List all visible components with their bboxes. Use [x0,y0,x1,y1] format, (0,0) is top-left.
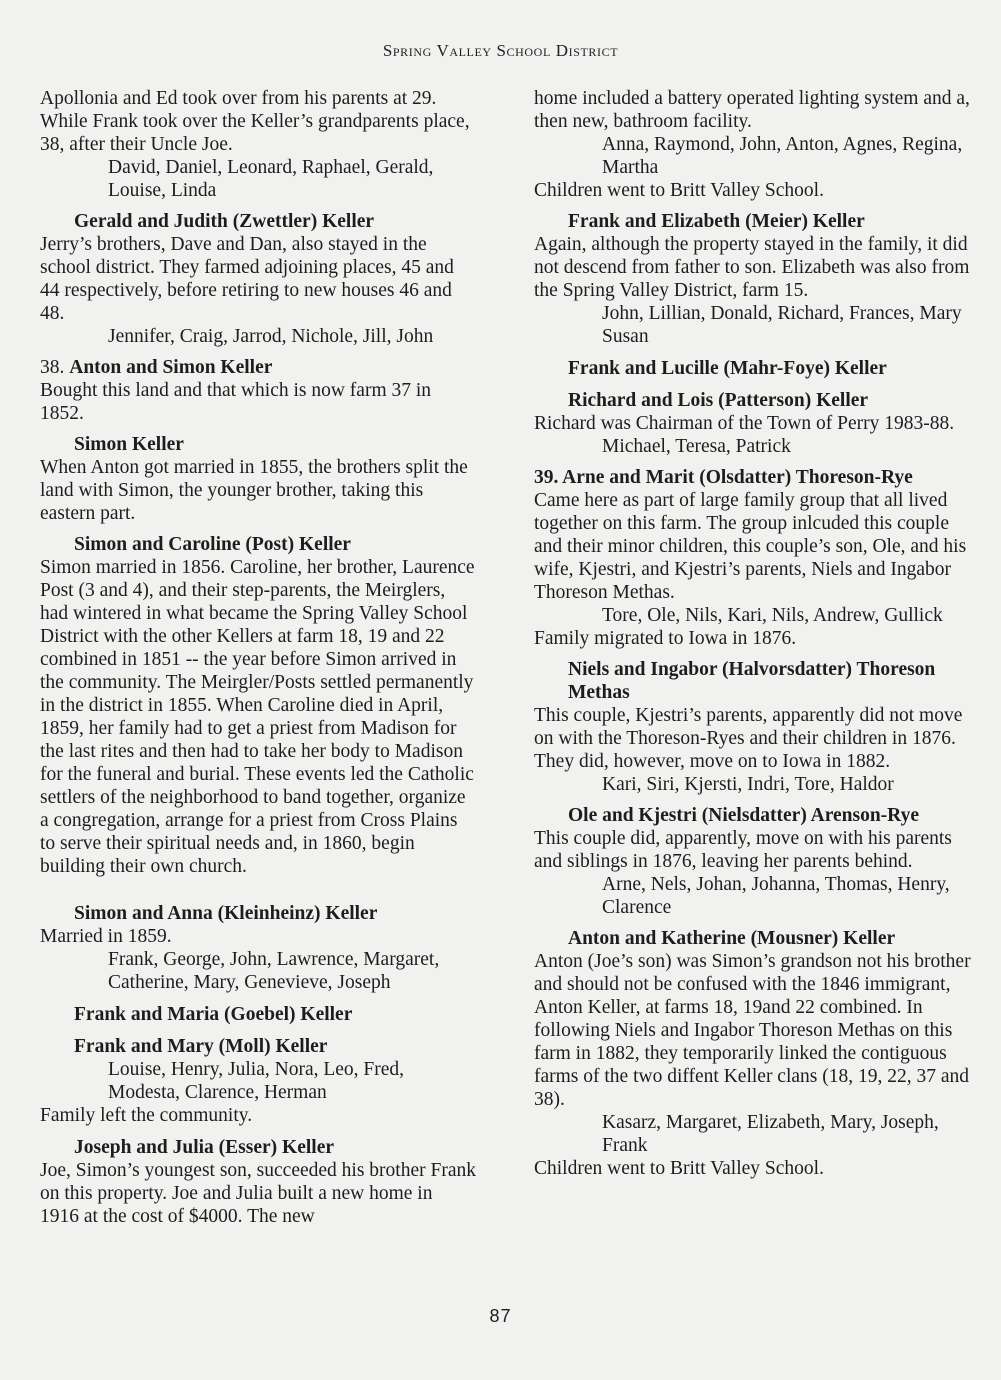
children-names: Arne, Nels, Johan, Johanna, Thomas, Henry, Clarence [602,874,950,918]
family-heading: Simon and Anna (Kleinheinz) Keller [74,903,378,924]
children-names: Anna, Raymond, John, Anton, Agnes, Regina, Martha [602,134,963,178]
body-paragraph: Richard was Chairman of the Town of Perry 1983-88. [534,413,955,434]
farm-heading: 39. Arne and Marit (Olsdatter) Thoreson-Rye [534,467,913,488]
family-heading: Richard and Lois (Patterson) Keller [568,390,869,411]
family-heading: Simon and Caroline (Post) Keller [74,534,351,555]
family-heading: Frank and Maria (Goebel) Keller [74,1004,353,1025]
children-names: Kari, Siri, Kjersti, Indri, Tore, Haldor [602,774,894,795]
body-paragraph: Jerry’s brothers, Dave and Dan, also stayed in the school district. They farmed adjoining places, 45 and 44 respectively, before retiring to new houses 46 and 48. [40,234,454,324]
section-spacer [40,878,476,902]
body-paragraph: Family migrated to Iowa in 1876. [534,628,797,649]
body-paragraph: When Anton got married in 1855, the brothers split the land with Simon, the younger brother, taking this eastern part. [40,457,468,524]
children-names: Michael, Teresa, Patrick [602,436,791,457]
right-column [534,87,974,1180]
body-paragraph: Married in 1859. [40,926,172,947]
family-heading: Joseph and Julia (Esser) Keller [74,1137,335,1158]
running-header: Spring Valley School District [382,41,619,60]
body-paragraph: Came here as part of large family group that all lived together on this farm. The group inlcuded this couple and their minor children, this couple’s son, Ole, and his wife, Kjestri, and Kjestri’s parents, Niels and Ingabor Thoreson Methas. [534,490,967,603]
body-paragraph: Again, although the property stayed in the family, it did not descend from father to son. Elizabeth was also from the Spring Valley District, farm 15. [534,234,970,301]
family-heading: Niels and Ingabor (Halvorsdatter) Thoreson Methas [568,659,936,703]
body-paragraph: Joe, Simon’s youngest son, succeeded his brother Frank on this property. Joe and Julia built a new home in 1916 at the cost of $4000. The new [40,1160,476,1227]
left-column [40,87,476,1228]
body-paragraph: Anton (Joe’s son) was Simon’s grandson not his brother and should not be confused with the 1846 immigrant, Anton Keller, at farms 18, 19and 22 combined. In following Niels and Ingabor Thoreson Methas on this farm in 1882, they temporarily linked the contiguous farms of the two diffent Keller clans (18, 19, 22, 37 and 38). [534,951,971,1110]
family-heading: Anton and Katherine (Mousner) Keller [568,928,896,949]
children-names: Frank, George, John, Lawrence, Margaret, Catherine, Mary, Genevieve, Joseph [108,949,440,993]
family-heading: Frank and Mary (Moll) Keller [74,1036,328,1057]
body-paragraph: Children went to Britt Valley School. [534,180,824,201]
family-heading: Gerald and Judith (Zwettler) Keller [74,211,375,232]
body-paragraph: This couple, Kjestri’s parents, apparently did not move on with the Thoreson-Ryes and their children in 1876. They did, however, move on to Iowa in 1882. [534,705,963,772]
family-heading: Simon Keller [74,434,184,455]
children-names: Kasarz, Margaret, Elizabeth, Mary, Joseph, Frank [602,1112,939,1156]
body-paragraph: Bought this land and that which is now farm 37 in 1852. [40,380,432,424]
body-paragraph: This couple did, apparently, move on with his parents and siblings in 1876, leaving her parents behind. [534,828,952,872]
family-heading: Ole and Kjestri (Nielsdatter) Arenson-Rye [568,805,919,826]
farm-number: 38. [40,357,65,378]
family-heading: Frank and Lucille (Mahr-Foye) Keller [568,358,887,379]
body-paragraph: Apollonia and Ed took over from his parents at 29. While Frank took over the Keller’s grandparents place, 38, after their Uncle Joe. [40,88,470,155]
body-paragraph: Family left the community. [40,1105,253,1126]
body-paragraph: Simon married in 1856. Caroline, her brother, Laurence Post (3 and 4), and their step-parents, the Meirglers, had wintered in what became the Spring Valley School District with the other Kellers at farm 18, 19 and 22 combined in 1851 -- the year before Simon arrived in the community. The Meirgler/Posts settled permanently in the district in 1855. When Caroline died in April, 1859, her family had to get a priest from Madison for the last rites and then had to take her body to Madison for the funeral and burial. These events led the Catholic settlers of the neighborhood to band together, organize a congregation, arrange for a priest from Cross Plains to serve their spiritual needs and, in 1860, begin building their own church. [40,557,475,877]
family-heading: Frank and Elizabeth (Meier) Keller [568,211,865,232]
body-paragraph: Children went to Britt Valley School. [534,1158,824,1179]
page-number: 87 [489,1306,512,1326]
children-names: Louise, Henry, Julia, Nora, Leo, Fred, Modesta, Clarence, Herman [108,1059,405,1103]
children-names: Jennifer, Craig, Jarrod, Nichole, Jill, John [108,326,434,347]
farm-heading-title: Anton and Simon Keller [69,357,273,378]
children-names: Tore, Ole, Nils, Kari, Nils, Andrew, Gullick [602,605,943,626]
children-names: David, Daniel, Leonard, Raphael, Gerald, Louise, Linda [108,157,434,201]
farm-heading [40,356,476,379]
body-paragraph: home included a battery operated lighting system and a, then new, bathroom facility. [534,88,970,132]
children-names: John, Lillian, Donald, Richard, Frances, Mary Susan [602,303,962,347]
